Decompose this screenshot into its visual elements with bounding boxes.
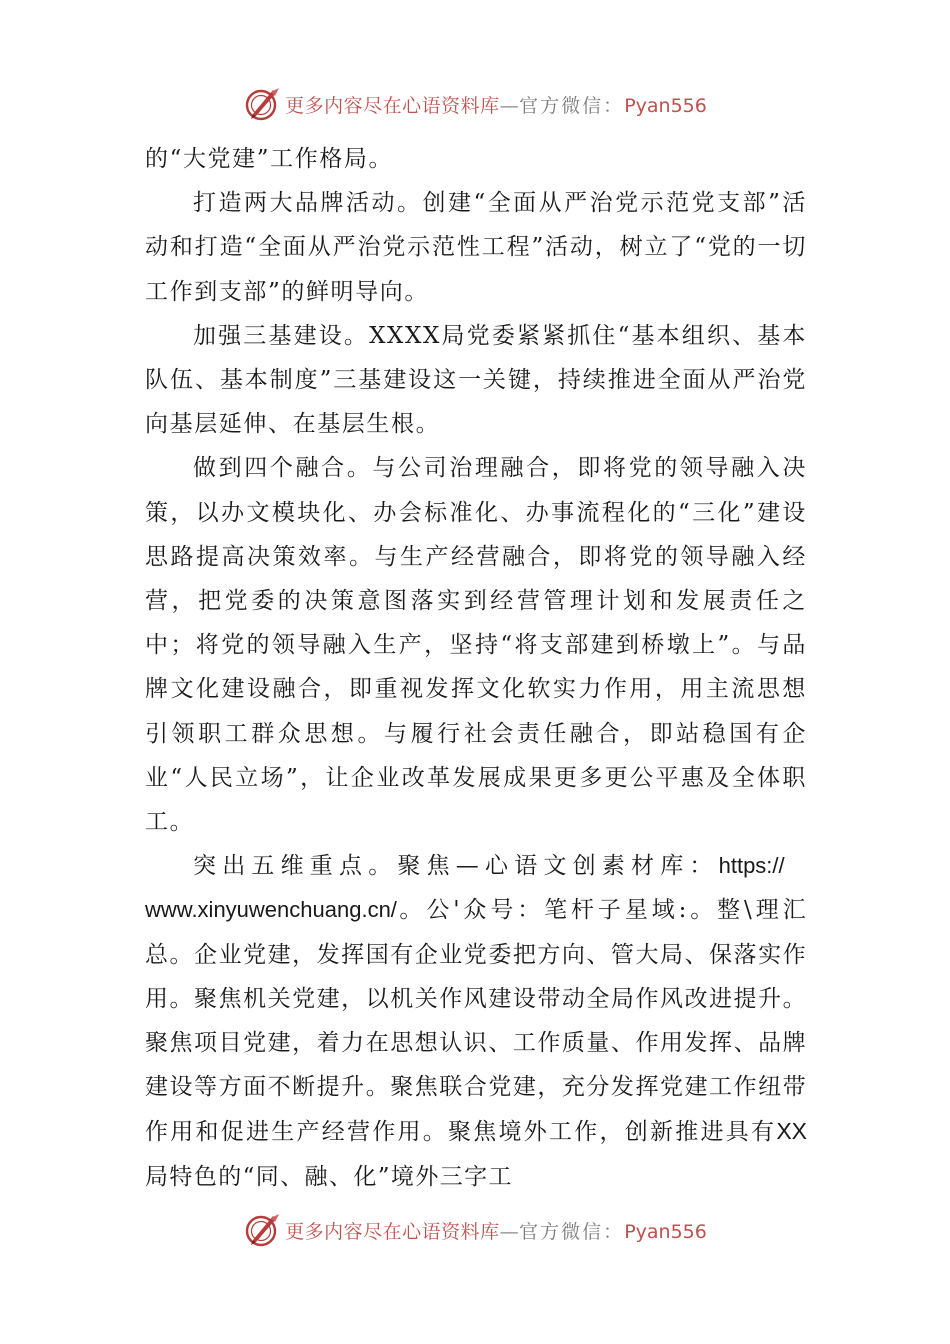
paragraph-brand-activities: 打造两大品牌活动。创建“全面从严治党示范党支部”活动和打造“全面从严治党示范性工程”活动，树立了“党的一切工作到支部”的鲜明导向。 [145, 190, 807, 305]
banner-sub-text: 官方微信： [519, 1220, 625, 1243]
banner-sub-text: 官方微信： [519, 94, 625, 117]
quill-logo-icon [243, 84, 283, 124]
banner-dash: — [499, 1220, 520, 1243]
url-part-2: www.xinyuwenchuang.cn/ [145, 897, 397, 923]
banner-dash: — [499, 94, 520, 117]
banner-wechat-id: Pyan556 [624, 1220, 707, 1243]
banner-main-text: 更多内容尽在心语资料库 [285, 1220, 500, 1243]
five-focus-body: 。公'众号：笔杆子星域:。整\理汇总。企业党建，发挥国有企业党委把方向、管大局、保落实作用。聚焦机关党建，以机关作风建设带动全局作风改进提升。聚焦项目党建，着力在思想认识、工作质量、作用发挥、品牌建设等方面不断提升。聚焦联合党建，充分发挥党建工作纽带作用和促进生产经营作用。聚焦境外工作，创新推进具有 [145, 897, 807, 1146]
banner-text [285, 1217, 707, 1244]
document-body [145, 137, 807, 1199]
five-focus-intro: 突出五维重点。聚焦—心语文创素材库： [193, 853, 719, 880]
banner-text [285, 91, 707, 118]
header-banner [0, 82, 950, 126]
footer-banner [0, 1208, 950, 1252]
paragraph-continuation: 的“大党建”工作格局。 [145, 146, 394, 172]
banner-wechat-id: Pyan556 [624, 94, 707, 117]
paragraph-four-integrations: 做到四个融合。与公司治理融合，即将党的领导融入决策，以办文模块化、办会标准化、办事流程化的“三化”建设思路提高决策效率。与生产经营融合，即将党的领导融入经营，把党委的决策意图落实到经营管理计划和发展责任之中；将党的领导融入生产，坚持“将支部建到桥墩上”。与品牌文化建设融合，即重视发挥文化软实力作用，用主流思想引领职工群众思想。与履行社会责任融合，即站稳国有企业“人民立场”，让企业改革发展成果更多更公平惠及全体职工。 [145, 455, 807, 836]
url-part-1: https:// [718, 853, 785, 879]
five-focus-tail: 局特色的“同、融、化”境外三字工 [145, 1163, 513, 1190]
quill-logo-icon [243, 1210, 283, 1250]
xx-text: XX [776, 1118, 807, 1145]
banner-main-text: 更多内容尽在心语资料库 [285, 94, 500, 117]
paragraph-five-focus [145, 844, 807, 1199]
paragraph-three-basics: 加强三基建设。XXXX局党委紧紧抓住“基本组织、基本队伍、基本制度”三基建设这一关键，持续推进全面从严治党向基层延伸、在基层生根。 [145, 322, 807, 438]
